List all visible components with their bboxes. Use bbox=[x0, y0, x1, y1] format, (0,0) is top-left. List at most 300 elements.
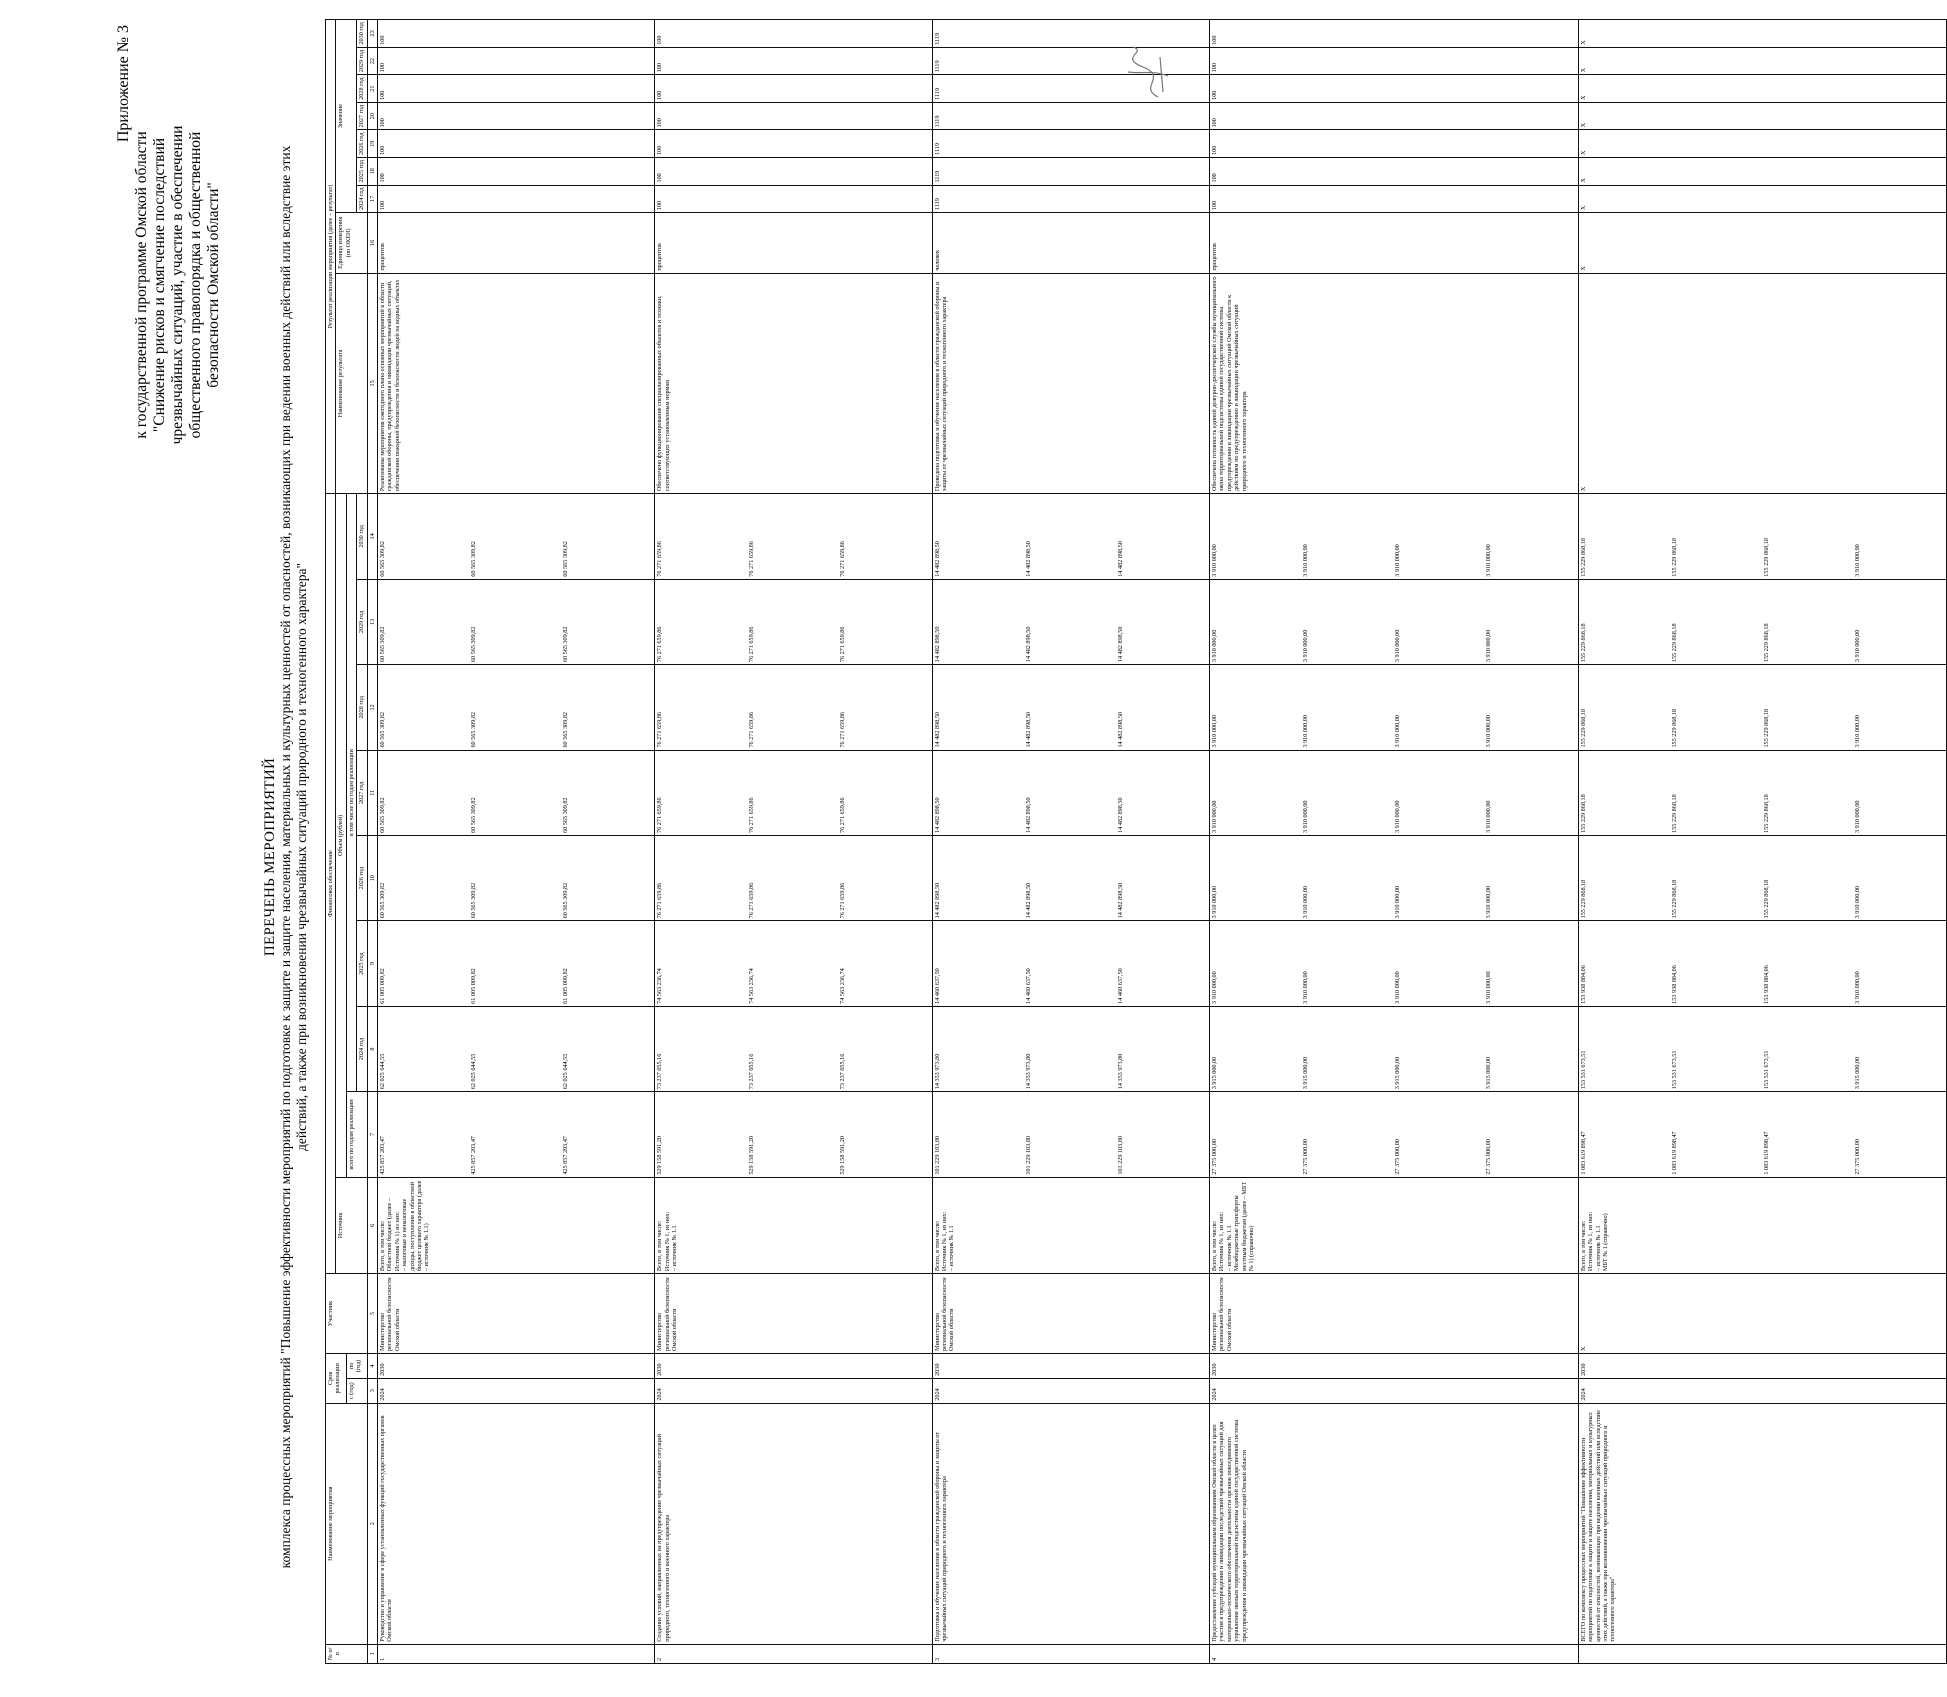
amount-value: 529 158 591,20 bbox=[747, 1135, 755, 1175]
sources-cell bbox=[655, 1177, 932, 1273]
amount-value: 76 271 659,86 bbox=[839, 626, 847, 663]
result-value: 100 bbox=[655, 130, 932, 158]
amount-value: 3 910 000,00 bbox=[1302, 629, 1310, 663]
source-line: Источник № 1, из них: bbox=[1587, 1211, 1595, 1272]
result-value: 100 bbox=[378, 102, 655, 130]
appendix-note bbox=[115, 25, 223, 545]
header-total: всего по годам реализации bbox=[346, 1092, 367, 1177]
amount-value: 3 910 000,00 bbox=[1210, 715, 1218, 748]
amount-cell bbox=[655, 579, 932, 664]
column-number: 18 bbox=[367, 157, 377, 185]
amount-cell bbox=[655, 835, 932, 920]
amount-value: 14 482 898,50 bbox=[933, 882, 941, 919]
amount-value: 27 375 000,00 bbox=[1854, 1139, 1862, 1175]
result-name: Реализованы мероприятия ежегодного плана основных мероприятий в области гражданской обороны, предупреждения и ликвидации чрезвычайных ситуаций, обеспечения пожарной безопасности и безопасности людей на водных объектах bbox=[378, 273, 655, 493]
result-value: 100 bbox=[1209, 185, 1578, 213]
amount-value: 155 229 868,18 bbox=[1579, 794, 1587, 833]
amount-value: 60 565 309,82 bbox=[379, 541, 387, 577]
result-value: 100 bbox=[1209, 47, 1578, 75]
term-from: 2024 bbox=[1209, 1378, 1578, 1403]
header-year: 2029 год bbox=[357, 579, 367, 664]
amount-cell bbox=[1578, 579, 1947, 664]
amount-value: 14 482 898,50 bbox=[1025, 626, 1033, 663]
column-number: 15 bbox=[367, 273, 377, 493]
result-value: 100 bbox=[1209, 130, 1578, 158]
amount-value: 3 910 000,00 bbox=[1485, 800, 1493, 833]
amount-value: 73 237 055,16 bbox=[656, 1053, 664, 1090]
amount-cell bbox=[1209, 750, 1578, 835]
amount-value: 425 857 203,47 bbox=[379, 1135, 387, 1175]
amount-value: 76 271 659,86 bbox=[839, 882, 847, 919]
amount-cell bbox=[1209, 835, 1578, 920]
measures-table bbox=[325, 19, 1947, 1664]
result-value: Х bbox=[1578, 20, 1947, 48]
result-value: 100 bbox=[1209, 75, 1578, 103]
participant: Министерство региональной безопасности Омской области bbox=[932, 1274, 1209, 1354]
row-num: 1 bbox=[378, 1644, 655, 1663]
amount-value: 529 158 591,20 bbox=[839, 1135, 847, 1175]
column-number: 23 bbox=[367, 20, 377, 48]
amount-value: 3 910 000,00 bbox=[1210, 885, 1218, 919]
header-year: 2024 год bbox=[357, 1006, 367, 1091]
amount-value: 153 938 884,06 bbox=[1762, 965, 1770, 1004]
column-number: 4 bbox=[367, 1354, 377, 1379]
header-year: 2028 год bbox=[357, 665, 367, 750]
amount-value: 27 375 000,00 bbox=[1210, 1139, 1218, 1175]
result-value: Х bbox=[1578, 157, 1947, 185]
column-number: 22 bbox=[367, 47, 377, 75]
amount-value: 155 229 868,18 bbox=[1671, 538, 1679, 577]
amount-cell bbox=[655, 750, 932, 835]
amount-value: 76 271 659,86 bbox=[747, 711, 755, 748]
amount-value: 153 531 673,51 bbox=[1579, 1050, 1587, 1090]
column-number: 16 bbox=[367, 213, 377, 274]
header-source: Источник bbox=[336, 1177, 367, 1273]
signature-image bbox=[1118, 42, 1178, 102]
result-name: Проведена подготовка и обучение населения в области гражданской обороны и защиты от чрезвычайных ситуаций природного и техногенного характера bbox=[932, 273, 1209, 493]
header-result-name: Наименование результата bbox=[336, 273, 367, 493]
amount-cell bbox=[378, 1006, 655, 1091]
header-volume: Объем (рублей) bbox=[336, 494, 346, 1178]
amount-value: 14 353 973,80 bbox=[933, 1053, 941, 1090]
result-unit: Х bbox=[1578, 213, 1947, 274]
table-row bbox=[1209, 20, 1578, 1664]
amount-value: 14 482 898,50 bbox=[1116, 797, 1124, 833]
source-line: – источник № 1.1 bbox=[1225, 1225, 1233, 1272]
amount-value: 155 229 868,18 bbox=[1579, 538, 1587, 577]
source-line: МБТ № 1 (справочно) bbox=[1601, 1213, 1609, 1272]
amount-cell bbox=[1209, 1006, 1578, 1091]
amount-cell bbox=[655, 1006, 932, 1091]
amount-value: 3 910 000,00 bbox=[1854, 544, 1862, 577]
header-result: Результат реализации мероприятия (далее – результат) bbox=[326, 20, 336, 494]
amount-value: 14 482 898,50 bbox=[1116, 711, 1124, 748]
amount-value: 3 915 000,00 bbox=[1485, 1056, 1493, 1090]
document-subtitle-line: действий, а также при возникновении чрезвычайных ситуаций природного и техногенного характера" bbox=[294, 563, 309, 1151]
amount-value: 76 271 659,86 bbox=[656, 626, 664, 663]
source-line: Всего, в том числе: bbox=[933, 1220, 941, 1272]
measure-name: Подготовка и обучение населения в области гражданской обороны и защиты от чрезвычайных ситуаций природного и техногенного характера bbox=[932, 1403, 1209, 1644]
amount-value: 153 531 673,51 bbox=[1762, 1050, 1770, 1090]
amount-value: 155 229 868,18 bbox=[1762, 794, 1770, 833]
header-from: с (год) bbox=[346, 1378, 367, 1403]
amount-value: 155 229 868,18 bbox=[1762, 879, 1770, 919]
amount-cell bbox=[1209, 665, 1578, 750]
amount-value: 14 482 898,50 bbox=[1116, 541, 1124, 577]
result-value: 1119 bbox=[932, 102, 1209, 130]
source-line: – источник № 1.1 bbox=[1594, 1225, 1602, 1272]
amount-value: 1 083 619 898,47 bbox=[1762, 1131, 1770, 1175]
amount-value: 76 271 659,86 bbox=[656, 882, 664, 919]
amount-cell bbox=[1209, 494, 1578, 580]
amount-value: 60 565 309,82 bbox=[561, 541, 569, 577]
result-name: Обеспечено функционирование специализированных объектов и техники, соответствующих установленным нормам bbox=[655, 273, 932, 493]
amount-value: 14 482 898,50 bbox=[1025, 797, 1033, 833]
header-value-year: 2024 год bbox=[357, 185, 367, 213]
result-unit: процентов bbox=[655, 213, 932, 274]
result-value: 1119 bbox=[932, 130, 1209, 158]
column-number: 20 bbox=[367, 102, 377, 130]
column-number: 12 bbox=[367, 665, 377, 750]
amount-value: 76 271 659,86 bbox=[747, 797, 755, 833]
header-by-years: в том числе по годам реализации bbox=[346, 494, 356, 1092]
header-num: № п/п bbox=[326, 1644, 368, 1663]
source-line: Межбюджетные трансферты местным бюджетам (далее – МБТ № 1) (справочно) bbox=[1233, 1181, 1255, 1272]
amount-value: 155 229 868,18 bbox=[1671, 623, 1679, 663]
amount-value: 14 460 637,50 bbox=[933, 968, 941, 1004]
column-number: 17 bbox=[367, 185, 377, 213]
amount-value: 76 271 659,86 bbox=[747, 626, 755, 663]
appendix-line: "Снижение рисков и смягчение последствий bbox=[151, 137, 168, 433]
amount-cell bbox=[1578, 1006, 1947, 1091]
amount-value: 3 910 000,00 bbox=[1210, 629, 1218, 663]
header-value-year: 2030 год bbox=[357, 20, 367, 48]
result-value: 100 bbox=[378, 75, 655, 103]
document-heading bbox=[262, 57, 310, 1657]
amount-value: 3 910 000,00 bbox=[1854, 800, 1862, 833]
result-value: 1119 bbox=[932, 47, 1209, 75]
amount-value: 3 910 000,00 bbox=[1854, 629, 1862, 663]
amount-value: 3 910 000,00 bbox=[1393, 800, 1401, 833]
amount-value: 155 229 868,18 bbox=[1579, 623, 1587, 663]
column-number: 1 bbox=[367, 1644, 377, 1663]
amount-value: 1 083 619 898,47 bbox=[1671, 1131, 1679, 1175]
table-row bbox=[655, 20, 932, 1664]
column-number: 21 bbox=[367, 75, 377, 103]
header-year: 2030 год bbox=[357, 494, 367, 580]
term-to: 2030 bbox=[378, 1354, 655, 1379]
amount-value: 101 229 103,80 bbox=[933, 1135, 941, 1175]
amount-value: 155 229 868,18 bbox=[1671, 879, 1679, 919]
amount-value: 155 229 868,18 bbox=[1762, 623, 1770, 663]
amount-value: 60 565 309,82 bbox=[470, 711, 478, 748]
header-year: 2027 год bbox=[357, 750, 367, 835]
participant: Министерство региональной безопасности Омской области bbox=[655, 1274, 932, 1354]
result-value: 100 bbox=[378, 130, 655, 158]
header-value-year: 2026 год bbox=[357, 130, 367, 158]
result-value: 100 bbox=[655, 47, 932, 75]
result-name c: Х bbox=[1578, 273, 1947, 493]
source-line: Областной бюджет (далее – Источник № 1) из них: bbox=[386, 1198, 401, 1272]
amount-value: 3 910 000,00 bbox=[1485, 885, 1493, 919]
amount-cell bbox=[932, 1092, 1209, 1177]
column-number: 11 bbox=[367, 750, 377, 835]
term-from: 2024 bbox=[932, 1378, 1209, 1403]
column-number: 5 bbox=[367, 1274, 377, 1354]
document-title: ПЕРЕЧЕНЬ МЕРОПРИЯТИЙ bbox=[262, 757, 278, 957]
measure-name: Предоставление субсидий муниципальным образованиям Омской области в целях участия в предупреждении и ликвидации последствий чрезвычайных ситуаций для материально-технического обеспечения деятельности органов повседневного управления звеньев территориальной подсистемы единой государственной системы предупреждения и ликвидации чрезвычайных ситуаций Омской области bbox=[1209, 1403, 1578, 1644]
amount-value: 3 910 000,00 bbox=[1854, 971, 1862, 1004]
amount-value: 155 229 868,18 bbox=[1762, 538, 1770, 577]
amount-cell bbox=[932, 750, 1209, 835]
amount-value: 62 025 644,55 bbox=[470, 1053, 478, 1090]
amount-value: 60 565 309,82 bbox=[379, 626, 387, 663]
term-to: 2030 bbox=[1578, 1354, 1947, 1379]
row-num: 2 bbox=[655, 1644, 932, 1663]
amount-cell bbox=[378, 494, 655, 580]
amount-value: 3 910 000,00 bbox=[1854, 715, 1862, 748]
column-number: 3 bbox=[367, 1378, 377, 1403]
amount-value: 14 482 898,50 bbox=[1025, 541, 1033, 577]
amount-value: 3 910 000,00 bbox=[1210, 800, 1218, 833]
result-value: 1119 bbox=[932, 185, 1209, 213]
amount-value: 74 563 236,74 bbox=[839, 968, 847, 1004]
result-value: 1119 bbox=[932, 20, 1209, 48]
source-line: Всего, в том числе: bbox=[1579, 1220, 1587, 1272]
amount-value: 3 910 000,00 bbox=[1485, 544, 1493, 577]
amount-value: 14 482 898,50 bbox=[1025, 711, 1033, 748]
amount-value: 14 482 898,50 bbox=[933, 797, 941, 833]
source-line: Источник № 1, из них: bbox=[1218, 1211, 1226, 1272]
amount-value: 60 565 309,82 bbox=[379, 797, 387, 833]
source-line: Всего, в том числе: bbox=[1210, 1220, 1218, 1272]
amount-value: 14 353 973,80 bbox=[1025, 1053, 1033, 1090]
result-value: 100 bbox=[378, 157, 655, 185]
result-value: Х bbox=[1578, 130, 1947, 158]
amount-value: 155 229 868,18 bbox=[1671, 794, 1679, 833]
header-year: 2026 год bbox=[357, 835, 367, 920]
amount-value: 3 910 000,00 bbox=[1210, 544, 1218, 577]
participant: Министерство региональной безопасности Омской области bbox=[378, 1274, 655, 1354]
appendix-line: общественного правопорядка и общественной bbox=[187, 131, 204, 439]
appendix-number: Приложение № 3 bbox=[115, 25, 132, 143]
amount-value: 74 563 236,74 bbox=[656, 968, 664, 1004]
source-line: – источник № 1.1 bbox=[948, 1225, 956, 1272]
column-number: 7 bbox=[367, 1092, 377, 1177]
amount-value: 3 910 000,00 bbox=[1393, 715, 1401, 748]
source-line: – налоговые и неналоговые доходы, поступления в областной бюджет целевого характера (далее – источник № 1.1) bbox=[401, 1180, 431, 1272]
table-row bbox=[932, 20, 1209, 1664]
term-to: 2030 bbox=[932, 1354, 1209, 1379]
participant: Министерство региональной безопасности Омской области bbox=[1209, 1274, 1578, 1354]
table-row bbox=[378, 20, 655, 1664]
amount-value: 153 938 884,06 bbox=[1671, 965, 1679, 1004]
result-value: 100 bbox=[378, 185, 655, 213]
term-to: 2030 bbox=[1209, 1354, 1578, 1379]
header-year: 2025 год bbox=[357, 921, 367, 1006]
source-line: Источник № 1, из них: bbox=[941, 1211, 949, 1272]
measure-name: ВСЕГО по комплексу процессных мероприятий "Повышение эффективности мероприятий по подготовке к защите и защите населения, материальных и культурных ценностей от опасностей, возникающих при ведении военных действий или вследствие этих действий, а также при возникновении чрезвычайных ситуаций природного и техногенного характера" bbox=[1578, 1403, 1947, 1644]
amount-value: 14 482 898,50 bbox=[933, 711, 941, 748]
document-subtitle-line: комплекса процессных мероприятий "Повышение эффективности мероприятий по подготовке к защите и защите населения, материальных и культурных ценностей от опасностей, возникающих при ведении военных действий или вследствие этих bbox=[278, 145, 293, 1569]
amount-cell bbox=[932, 921, 1209, 1006]
amount-value: 3 910 000,00 bbox=[1393, 885, 1401, 919]
column-number: 2 bbox=[367, 1403, 377, 1644]
amount-value: 76 271 659,86 bbox=[656, 711, 664, 748]
amount-cell bbox=[1578, 494, 1947, 580]
amount-value: 60 565 309,82 bbox=[379, 711, 387, 748]
header-term: Срок реализации bbox=[326, 1354, 347, 1404]
column-number: 9 bbox=[367, 921, 377, 1006]
amount-value: 74 563 236,74 bbox=[747, 968, 755, 1004]
amount-value: 155 229 868,18 bbox=[1579, 708, 1587, 748]
amount-value: 153 938 884,06 bbox=[1579, 965, 1587, 1004]
amount-value: 14 482 898,50 bbox=[933, 626, 941, 663]
amount-value: 3 910 000,00 bbox=[1393, 544, 1401, 577]
amount-value: 60 565 309,82 bbox=[470, 882, 478, 919]
source-line: Всего, в том числе: bbox=[656, 1220, 664, 1272]
column-number: 8 bbox=[367, 1006, 377, 1091]
appendix-line: чрезвычайных ситуаций, участие в обеспечении bbox=[169, 125, 186, 445]
amount-value: 3 910 000,00 bbox=[1302, 885, 1310, 919]
sources-cell bbox=[1578, 1177, 1947, 1273]
result-value: 100 bbox=[655, 75, 932, 103]
amount-value: 27 375 000,00 bbox=[1302, 1139, 1310, 1175]
amount-cell bbox=[932, 579, 1209, 664]
source-line: – источник № 1.1 bbox=[671, 1225, 679, 1272]
amount-value: 73 237 055,16 bbox=[839, 1053, 847, 1090]
result-value: 100 bbox=[655, 185, 932, 213]
amount-value: 61 005 009,82 bbox=[561, 968, 569, 1004]
term-from: 2024 bbox=[655, 1378, 932, 1403]
sources-cell bbox=[378, 1177, 655, 1273]
result-value: 100 bbox=[655, 20, 932, 48]
result-value: Х bbox=[1578, 47, 1947, 75]
amount-value: 529 158 591,20 bbox=[656, 1135, 664, 1175]
amount-value: 101 229 103,80 bbox=[1116, 1135, 1124, 1175]
amount-value: 62 025 644,55 bbox=[561, 1053, 569, 1090]
amount-cell bbox=[378, 665, 655, 750]
amount-value: 3 910 000,00 bbox=[1854, 885, 1862, 919]
appendix-line: безопасности Омской области" bbox=[205, 182, 222, 388]
amount-cell bbox=[655, 921, 932, 1006]
amount-value: 3 915 000,00 bbox=[1302, 1056, 1310, 1090]
amount-value: 73 237 055,16 bbox=[747, 1053, 755, 1090]
amount-cell bbox=[655, 665, 932, 750]
total-row bbox=[1578, 20, 1947, 1664]
amount-value: 60 565 309,82 bbox=[379, 882, 387, 919]
amount-value: 76 271 659,86 bbox=[747, 541, 755, 577]
result-value: 100 bbox=[1209, 157, 1578, 185]
amount-cell bbox=[1209, 921, 1578, 1006]
amount-cell bbox=[378, 579, 655, 664]
participant: Х bbox=[1578, 1274, 1947, 1354]
amount-value: 155 229 868,18 bbox=[1671, 708, 1679, 748]
amount-cell bbox=[655, 1092, 932, 1177]
amount-value: 3 910 000,00 bbox=[1393, 629, 1401, 663]
header-to: по (год) bbox=[346, 1354, 367, 1379]
amount-value: 3 915 000,00 bbox=[1393, 1056, 1401, 1090]
amount-value: 3 910 000,00 bbox=[1302, 715, 1310, 748]
amount-cell bbox=[1578, 921, 1947, 1006]
result-value: 1119 bbox=[932, 75, 1209, 103]
amount-value: 14 482 898,50 bbox=[1116, 882, 1124, 919]
source-line: Источник № 1, из них: bbox=[663, 1211, 671, 1272]
result-value: 100 bbox=[655, 157, 932, 185]
term-to: 2030 bbox=[655, 1354, 932, 1379]
header-value-year: 2025 год bbox=[357, 157, 367, 185]
amount-value: 3 910 000,00 bbox=[1210, 971, 1218, 1004]
amount-cell bbox=[932, 1006, 1209, 1091]
amount-cell bbox=[378, 921, 655, 1006]
amount-value: 14 460 637,50 bbox=[1116, 968, 1124, 1004]
amount-value: 27 375 000,00 bbox=[1393, 1139, 1401, 1175]
amount-value: 3 910 000,00 bbox=[1485, 629, 1493, 663]
amount-value: 425 857 203,47 bbox=[470, 1135, 478, 1175]
amount-value: 3 915 000,00 bbox=[1854, 1056, 1862, 1090]
column-number: 10 bbox=[367, 835, 377, 920]
header-participant: Участник bbox=[326, 1274, 368, 1354]
amount-cell bbox=[1209, 579, 1578, 664]
amount-value: 61 005 009,82 bbox=[470, 968, 478, 1004]
amount-value: 3 910 000,00 bbox=[1393, 971, 1401, 1004]
amount-value: 60 565 309,82 bbox=[561, 882, 569, 919]
result-name: Обеспечена готовность единой дежурно-диспетчерской службы муниципального звена территориальной подсистемы единой государственной системы предупреждения и ликвидации чрезвычайных ситуаций Омской области к действиям по предупреждению и ликвидации чрезвычайных ситуаций природного и техногенного характера bbox=[1209, 273, 1578, 493]
result-unit: процентов bbox=[378, 213, 655, 274]
amount-cell bbox=[378, 750, 655, 835]
header-value: Значение bbox=[336, 20, 357, 213]
amount-value: 3 910 000,00 bbox=[1485, 715, 1493, 748]
header-finance: Финансовое обеспечение bbox=[326, 494, 336, 1274]
amount-value: 62 025 644,55 bbox=[379, 1053, 387, 1090]
result-value: Х bbox=[1578, 185, 1947, 213]
amount-value: 3 910 000,00 bbox=[1302, 544, 1310, 577]
amount-value: 76 271 659,86 bbox=[839, 541, 847, 577]
amount-value: 3 910 000,00 bbox=[1485, 971, 1493, 1004]
amount-value: 3 910 000,00 bbox=[1302, 800, 1310, 833]
amount-cell bbox=[378, 835, 655, 920]
sources-cell bbox=[1209, 1177, 1578, 1273]
amount-cell bbox=[932, 665, 1209, 750]
amount-value: 60 565 309,82 bbox=[561, 797, 569, 833]
term-from: 2024 bbox=[378, 1378, 655, 1403]
result-value: 1119 bbox=[932, 157, 1209, 185]
amount-value: 155 229 868,18 bbox=[1579, 879, 1587, 919]
result-unit: процентов bbox=[1209, 213, 1578, 274]
sources-cell bbox=[932, 1177, 1209, 1273]
amount-value: 3 910 000,00 bbox=[1302, 971, 1310, 1004]
measure-name: Руководство и управление в сфере установленных функций государственных органов Омской области bbox=[378, 1403, 655, 1644]
amount-cell bbox=[1578, 835, 1947, 920]
amount-cell bbox=[378, 1092, 655, 1177]
header-value-year: 2028 год bbox=[357, 75, 367, 103]
header-name: Наименование мероприятия bbox=[326, 1403, 368, 1644]
amount-cell bbox=[1209, 1092, 1578, 1177]
row-num bbox=[1578, 1644, 1947, 1663]
result-value: 100 bbox=[378, 47, 655, 75]
result-value: 100 bbox=[1209, 20, 1578, 48]
amount-value: 14 460 637,50 bbox=[1025, 968, 1033, 1004]
column-number: 19 bbox=[367, 130, 377, 158]
column-number: 6 bbox=[367, 1177, 377, 1273]
amount-value: 155 229 868,18 bbox=[1762, 708, 1770, 748]
amount-value: 27 375 000,00 bbox=[1485, 1139, 1493, 1175]
amount-value: 14 482 898,50 bbox=[933, 541, 941, 577]
amount-value: 1 083 619 898,47 bbox=[1579, 1131, 1587, 1175]
measure-name: Создание условий, направленных на предупреждение чрезвычайных ситуаций природного, техногенного и военного характера bbox=[655, 1403, 932, 1644]
amount-value: 60 565 309,82 bbox=[561, 626, 569, 663]
result-unit: человек bbox=[932, 213, 1209, 274]
